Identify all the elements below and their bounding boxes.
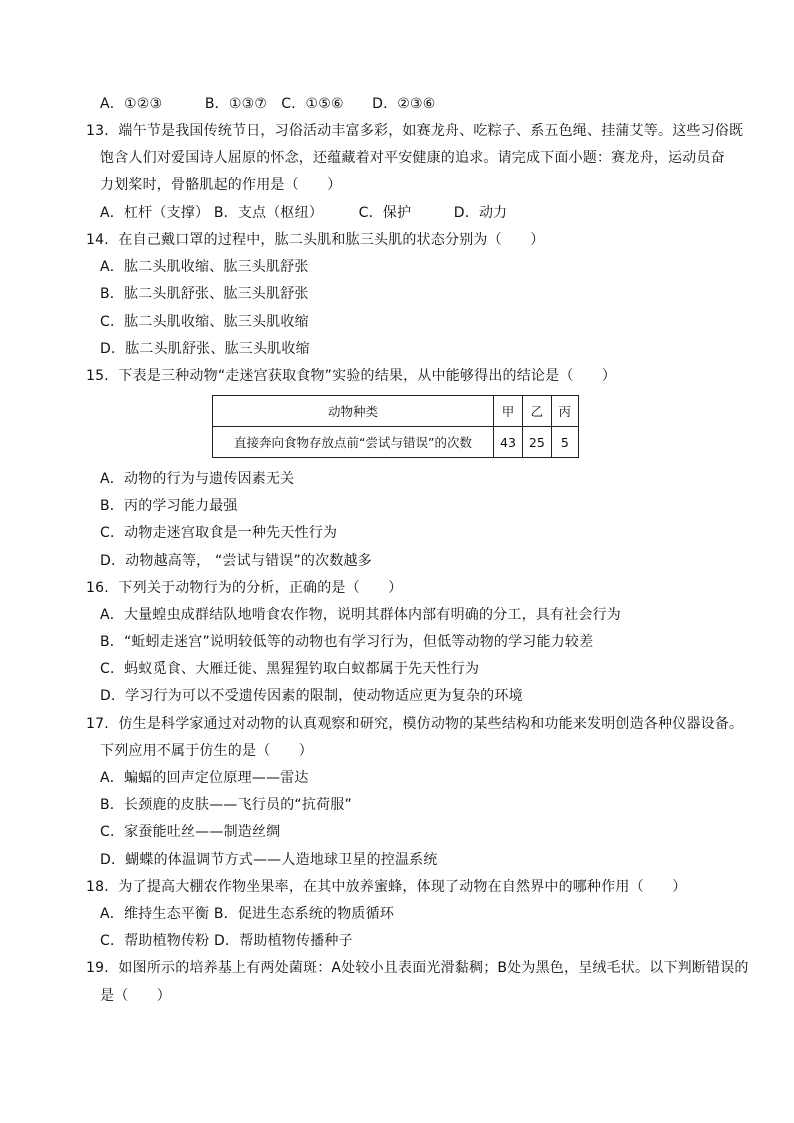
q13-stem-line-2: 饱含人们对爱国诗人屈原的怀念，还蕴藏着对平安健康的追求。请完成下面小题：赛龙舟，运动员奋	[100, 150, 725, 166]
q15-option-a: A．动物的行为与遗传因素无关	[100, 471, 295, 487]
q14-option-b: B．肱二头肌舒张、肱三头肌舒张	[100, 286, 309, 302]
table-header-animal-2: 乙	[522, 396, 551, 427]
q17-option-a: A．蝙蝠的回声定位原理——雷达	[100, 770, 309, 786]
q17-option-b: B．长颈鹿的皮肤——飞行员的“抗荷服”	[100, 797, 352, 813]
q15-option-c: C．动物走迷宫取食是一种先天性行为	[100, 525, 338, 541]
table-header-label: 动物种类	[213, 396, 494, 427]
table-header-row	[213, 396, 579, 427]
q16-option-d: D．学习行为可以不受遗传因素的限制，使动物适应更为复杂的环境	[100, 688, 523, 704]
maze-results-table	[212, 395, 579, 458]
table-header-animal-1: 甲	[494, 396, 523, 427]
q17-stem-line-1: 17．仿生是科学家通过对动物的认真观察和研究，模仿动物的某些结构和功能来发明创造各种仪器设备。	[86, 716, 744, 732]
q18-options-line-1: A．维持生态平衡 B．促进生态系统的物质循环	[100, 906, 395, 922]
q18-options-line-2: C．帮助植物传粉 D．帮助植物传播种子	[100, 933, 353, 949]
q19-stem-line-2: 是（ ）	[100, 988, 171, 1004]
q16-option-c: C．蚂蚁觅食、大雁迁徙、黑猩猩钓取白蚁都属于先天性行为	[100, 661, 480, 677]
table-value-2: 25	[522, 427, 551, 458]
table-row-label: 直接奔向食物存放点前“尝试与错误”的次数	[213, 427, 494, 458]
q13-options: A．杠杆（支撑） B．支点（枢纽） C．保护 D．动力	[100, 205, 508, 221]
q13-stem-line-1: 13．端午节是我国传统节日，习俗活动丰富多彩，如赛龙舟、吃粽子、系五色绳、挂蒲艾等。这些习俗既	[86, 123, 744, 139]
q18-stem: 18．为了提高大棚农作物坐果率，在其中放养蜜蜂，体现了动物在自然界中的哪种作用（ ）	[86, 879, 687, 895]
table-header-animal-3: 丙	[551, 396, 578, 427]
q15-stem: 15．下表是三种动物“走迷宫获取食物”实验的结果，从中能够得出的结论是（ ）	[86, 368, 617, 384]
q14-option-c: C．肱二头肌收缩、肱三头肌收缩	[100, 314, 309, 330]
q15-option-d: D．动物越高等， “尝试与错误”的次数越多	[100, 553, 372, 569]
q16-stem: 16．下列关于动物行为的分析，正确的是（ ）	[86, 580, 403, 596]
q14-option-d: D．肱二头肌舒张、肱三头肌收缩	[100, 341, 310, 357]
q12-options: A．①②③ B．①③⑦ C．①⑤⑥ D．②③⑥	[100, 96, 436, 112]
q14-stem: 14．在自己戴口罩的过程中，肱二头肌和肱三头肌的状态分别为（ ）	[86, 232, 545, 248]
q16-option-b: B．“蚯蚓走迷宫”说明较低等的动物也有学习行为，但低等动物的学习能力较差	[100, 634, 594, 650]
q16-option-a: A．大量蝗虫成群结队地啃食农作物，说明其群体内部有明确的分工，具有社会行为	[100, 607, 621, 623]
q15-option-b: B．丙的学习能力最强	[100, 498, 238, 514]
table-value-1: 43	[494, 427, 523, 458]
q19-stem-line-1: 19．如图所示的培养基上有两处菌斑：A处较小且表面光滑黏稠；B处为黑色，呈绒毛状。以下判断错误的	[86, 960, 749, 976]
table-data-row	[213, 427, 579, 458]
table-value-3: 5	[551, 427, 578, 458]
q17-stem-line-2: 下列应用不属于仿生的是（ ）	[100, 743, 313, 759]
q17-option-d: D．蝴蝶的体温调节方式——人造地球卫星的控温系统	[100, 852, 438, 868]
q17-option-c: C．家蚕能吐丝——制造丝绸	[100, 824, 281, 840]
q14-option-a: A．肱二头肌收缩、肱三头肌舒张	[100, 259, 309, 275]
q13-stem-line-3: 力划桨时，骨骼肌起的作用是（ ）	[100, 177, 342, 193]
